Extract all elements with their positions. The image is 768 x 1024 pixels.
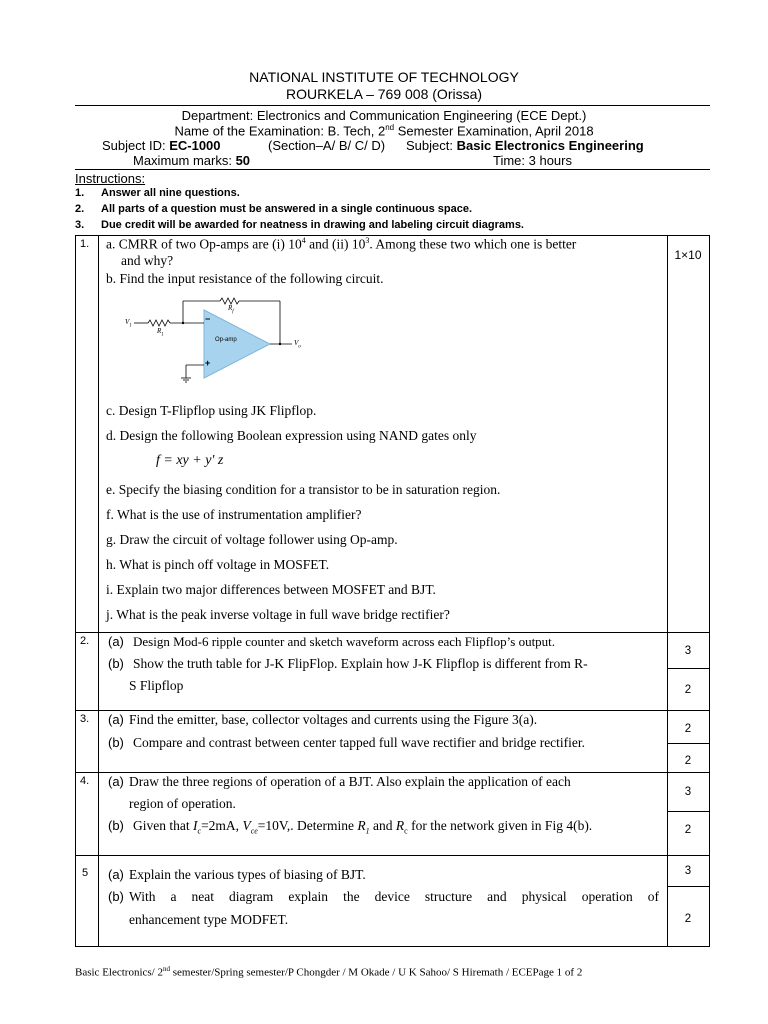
- q4-part-a: Draw the three regions of operation of a BJT. Also explain the application of each: [129, 774, 571, 789]
- circuit-label-v1: $V_1$: [125, 318, 132, 329]
- q5-part-b-label: (b): [108, 889, 124, 904]
- header-rule-bottom: [75, 169, 710, 170]
- question-number: 2.: [80, 635, 90, 647]
- q2-part-b-cont: S Flipflop: [129, 678, 184, 693]
- q1-part-i: i. Explain two major differences between MOSFET and BJT.: [106, 582, 436, 597]
- q5-part-a-label: (a): [108, 867, 124, 882]
- subject-name: Subject: Basic Electronics Engineering: [406, 138, 644, 153]
- q2-part-a-label: (a): [108, 634, 124, 649]
- q1-part-h: h. What is pinch off voltage in MOSFET.: [106, 557, 330, 572]
- page-footer: Basic Electronics/ 2nd semester/Spring semester/P Chongder / M Okade / U K Sahoo/ S Hiremath / ECEPage 1 of 2: [75, 965, 583, 979]
- department: Department: Electronics and Communication Engineering (ECE Dept.): [181, 108, 587, 123]
- question-number: 3.: [80, 713, 90, 725]
- marks-q5b: 2: [684, 913, 692, 925]
- q1-part-a: a. CMRR of two Op-amps are (i) $10^4$ and (ii) $10^3$. Among these two which one is better: [106, 236, 577, 252]
- exam-time: Time: 3 hours: [493, 153, 572, 168]
- marks-q5a: 3: [684, 865, 692, 877]
- subject-id: Subject ID: EC-1000: [102, 138, 221, 153]
- q5-part-a: Explain the various types of biasing of BJT.: [129, 867, 366, 882]
- circuit-label-r1: $R_1$: [157, 327, 164, 338]
- q1-part-f: f. What is the use of instrumentation amplifier?: [106, 507, 362, 522]
- marks-q1: 1×10: [674, 248, 702, 262]
- institute-location: ROURKELA – 769 008 (Orissa): [285, 86, 483, 102]
- q1-part-g: g. Draw the circuit of voltage follower using Op-amp.: [106, 532, 398, 547]
- q1-part-d: d. Design the following Boolean expression using NAND gates only: [106, 428, 477, 443]
- q2-part-b: Show the truth table for J-K FlipFlop. Explain how J-K Flipflop is different from R-: [133, 656, 588, 671]
- exam-name: Name of the Examination: B. Tech, 2nd Semester Examination, April 2018: [174, 123, 594, 139]
- q4-part-a-cont: region of operation.: [129, 796, 236, 811]
- q3-part-a: Find the emitter, base, collector voltages and currents using the Figure 3(a).: [129, 712, 538, 727]
- q3-part-b-label: (b): [108, 735, 124, 750]
- q1-part-e: e. Specify the biasing condition for a transistor to be in saturation region.: [106, 482, 501, 497]
- institute-name: NATIONAL INSTITUTE OF TECHNOLOGY: [249, 69, 519, 85]
- marks-q4a: 3: [684, 786, 692, 798]
- instructions-title: Instructions:: [75, 171, 146, 186]
- marks-q2a: 3: [684, 645, 692, 657]
- header-rule: [75, 105, 710, 106]
- instruction-item: 1. Answer all nine questions.: [75, 187, 240, 199]
- q1-part-b: b. Find the input resistance of the following circuit.: [106, 271, 384, 286]
- instruction-item: 3. Due credit will be awarded for neatness in drawing and labeling circuit diagrams.: [75, 219, 524, 231]
- circuit-minus-sign: −: [205, 314, 211, 324]
- circuit-label-rf: $R_f$: [228, 304, 234, 315]
- q1-part-c: c. Design T-Flipflop using JK Flipflop.: [106, 403, 317, 418]
- circuit-plus-sign: +: [205, 358, 211, 368]
- instruction-item: 2. All parts of a question must be answered in a single continuous space.: [75, 203, 473, 215]
- q3-part-a-label: (a): [108, 712, 124, 727]
- boolean-formula: f = xy + y' z: [156, 453, 224, 468]
- q1-part-j: j. What is the peak inverse voltage in full wave bridge rectifier?: [106, 607, 450, 622]
- q4-part-b: Given that $I_c=2mA$, $V_{ce}=10V$,. Determine $R_1$ and $R_c$ for the network given in Fig 4(b).: [133, 818, 593, 836]
- circuit-label-vo: $V_o$: [294, 339, 301, 350]
- marks-q3a: 2: [684, 723, 692, 735]
- q2-part-b-label: (b): [108, 656, 124, 671]
- question-number: 4.: [80, 775, 90, 787]
- marks-q2b: 2: [684, 684, 692, 696]
- q2-part-a: Design Mod-6 ripple counter and sketch waveform across each Flipflop’s output.: [133, 634, 556, 649]
- q1-part-a-cont: and why?: [121, 253, 174, 268]
- marks-q3b: 2: [684, 755, 692, 767]
- q4-part-b-label: (b): [108, 818, 124, 833]
- q3-part-b: Compare and contrast between center tapped full wave rectifier and bridge rectifier.: [133, 735, 586, 750]
- question-number: 5: [82, 867, 89, 879]
- circuit-label-opamp: Op-amp: [215, 337, 237, 343]
- question-number: 1.: [80, 238, 90, 250]
- q5-part-b: With a neat diagram explain the device structure and physical operation of: [129, 889, 659, 904]
- q4-part-a-label: (a): [108, 774, 124, 789]
- marks-q4b: 2: [684, 824, 692, 836]
- q5-part-b-cont: enhancement type MODFET.: [129, 912, 289, 927]
- section: (Section–A/ B/ C/ D): [268, 138, 386, 153]
- max-marks: Maximum marks: 50: [133, 153, 251, 168]
